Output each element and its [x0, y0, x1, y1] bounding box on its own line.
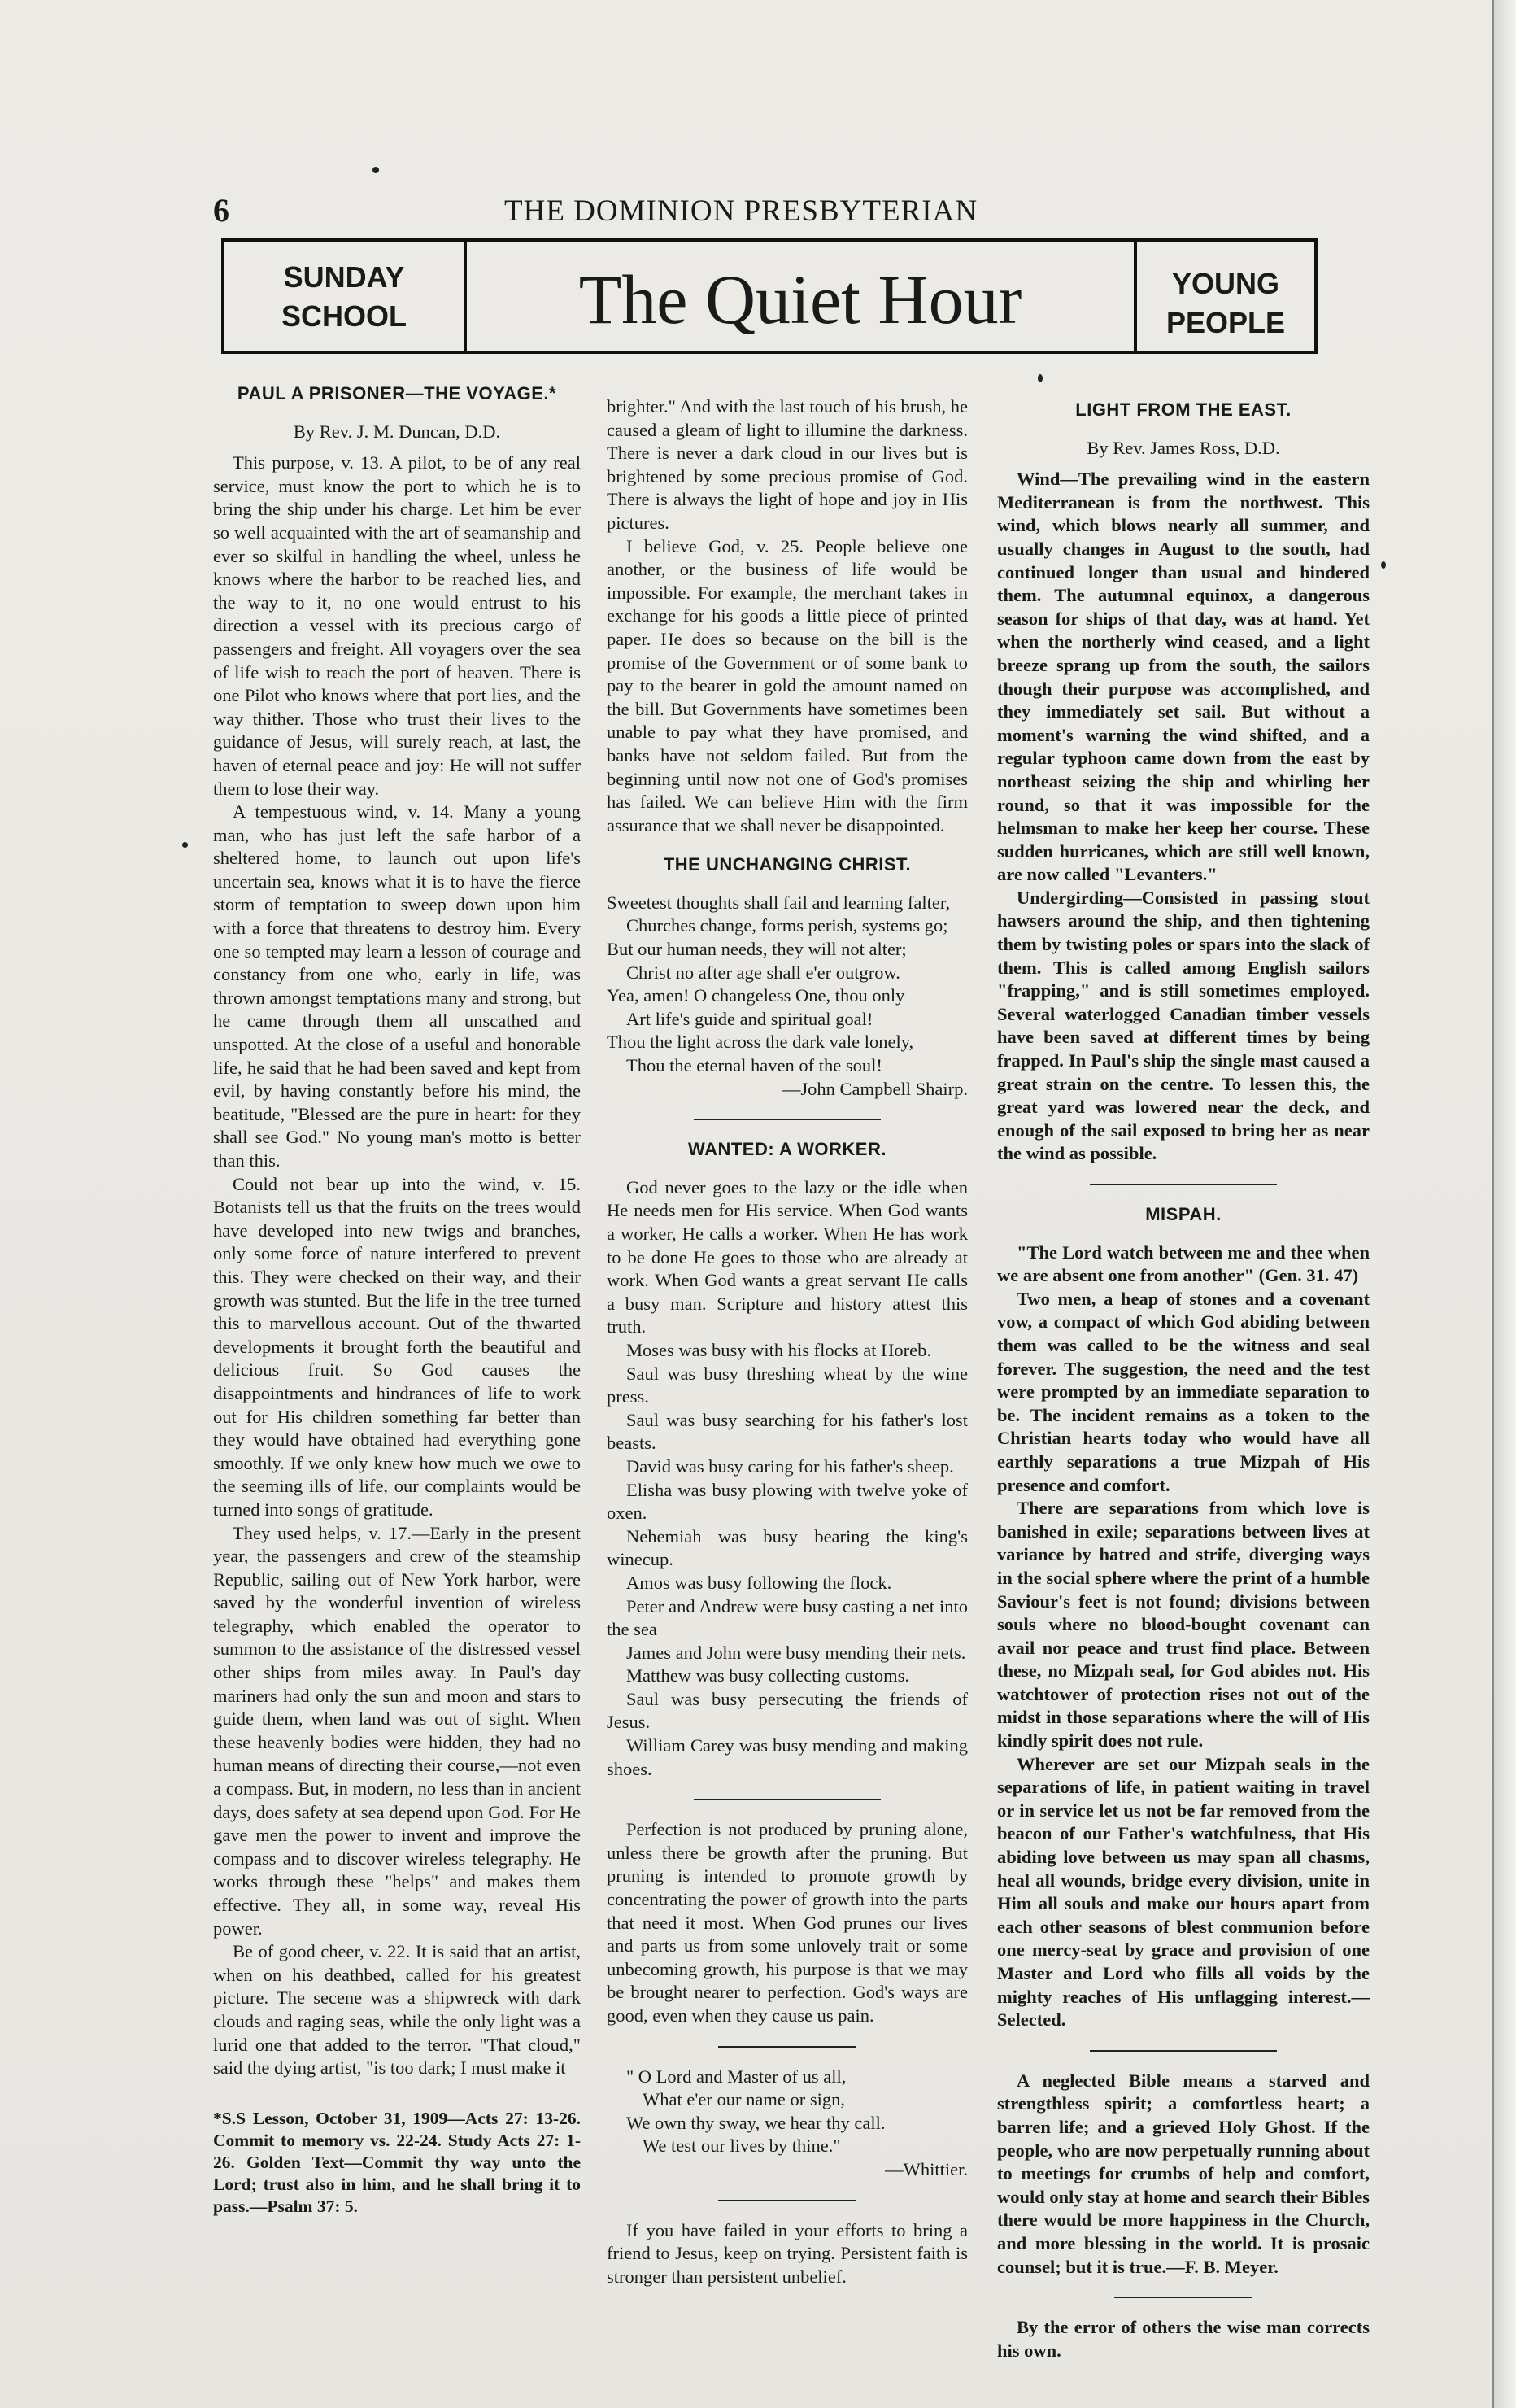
list-item: Amos was busy following the flock. — [626, 1572, 892, 1593]
poem-line: Yea, amen! O changeless One, thou only — [607, 985, 905, 1006]
divider — [694, 1799, 881, 1800]
banner-title: The Quiet Hour — [578, 260, 1022, 338]
poem-line: Thou the light across the dark vale lonely, — [607, 1032, 914, 1053]
paragraph: This purpose, v. 13. A pilot, to be of any real service, must know the port to which he is to bring the ship under his charge. Let him be ever so well acquainted with the art of seamanship and ever so skilful in handling the wheel, unless he knows where the harbor to be reached lies, and the way to it, no one would entrust to his direction a vessel with its precious cargo of passengers and freight. All voyagers over the sea of life wish to reach the port of heaven. There is one Pilot who knows where that port lies, and the way thither. Those who trust their lives to the guidance of Jesus, will surely reach, at last, the haven of eternal peace and joy: He will not suffer them to lose their way. — [213, 452, 581, 799]
paragraph: They used helps, v. 17.—Early in the present year, the passengers and crew of the steamship Republic, sailing out of New York harbor, were saved by the wonderful invention of wireless telegraphy, which enabled the operator to summon to the assistance of the distressed vessel other ships from miles away. In Paul's day mariners had only the sun and moon and stars to guide them, when land was out of sight. When these heavenly bodies were hidden, they had no human means of directing their course,—not even a compass. But, in modern, no less than in ancient days, does safety at sea depend upon God. For He gave men the power to invent and improve the compass and to discover wireless telegraphy. He works through these "helps" and makes them effective. They all, in some way, reveal His power. — [213, 1522, 581, 1939]
article-byline: By Rev. James Ross, D.D. — [1087, 437, 1280, 458]
paragraph: Wind—The prevailing wind in the eastern Mediterranean is from the northwest. This wind, which blows nearly all summer, and usually changes in August to the south, had continued longer than usual and hindered them. The autumnal equinox, a dangerous season for ships of that day, was at hand. Yet when the northerly wind ceased, and a light breeze sprang up from the south, the sailors though their purpose was accomplished, and they immediately set sail. But without a moment's warning the wind shifted, and a regular typhoon came down from the east by northeast seizing the ship and whirling her round, so that it was impossible for the helmsman to make her keep her course. These sudden hurricanes, which are still well known, are now called "Levanters." — [997, 469, 1370, 885]
poem-line: What e'er our name or sign, — [643, 2089, 845, 2110]
article-heading: MISPAH. — [1145, 1204, 1222, 1224]
paragraph: Wherever are set our Mizpah seals in the separations of life, in patient waiting in travel or in service let us not be far removed from the beacon of our Father's watchfulness, that His abiding love between us may span all chasms, heal all wounds, bridge every division, unite in Him all souls and make our hours apart from each other seasons of blest communion before one mercy-seat by grace and provision of one Master and Lord who fills all voids by the mighty reaches of His unflagging interest.—Selected. — [997, 1753, 1370, 2031]
page-number: 6 — [213, 192, 229, 229]
paragraph: Could not bear up into the wind, v. 15. Botanists tell us that the fruits on the trees would have developed into new twigs and branches, only some force of nature interfered to prevent this. They were checked on their way, and their growth was stunted. But the life in the tree turned this to marvellous account. Out of the thwarted developments it brought forth the beautiful and delicious fruit. So God causes the disappointments and hindrances of life to work out for His children something far better than they would have obtained had everything gone smoothly. If we only knew how much we owe to the seeming ills of life, our complaints would be turned into songs of gratitude. — [213, 1173, 581, 1520]
poem-line: " O Lord and Master of us all, — [626, 2066, 847, 2087]
ink-speck — [1381, 561, 1386, 569]
poem-line: We own thy sway, we hear thy call. — [626, 2112, 886, 2133]
poem-unchanging-christ — [607, 892, 968, 1101]
paragraph: By the error of others the wise man corrects his own. — [997, 2317, 1370, 2361]
column-3 — [997, 399, 1370, 2362]
poem-attribution: —Whittier. — [885, 2158, 968, 2179]
poem-attribution: —John Campbell Shairp. — [782, 1078, 968, 1099]
running-head: THE DOMINION PRESBYTERIAN — [504, 194, 978, 228]
paragraph: If you have failed in your efforts to bring a friend to Jesus, keep on trying. Persistent faith is stronger than persistent unbelief. — [607, 2219, 968, 2287]
poem-heading: THE UNCHANGING CHRIST. — [663, 854, 912, 875]
ink-speck — [372, 167, 379, 173]
poem-line: Churches change, forms perish, systems go; — [626, 915, 948, 936]
banner-right-line-2: PEOPLE — [1165, 306, 1286, 339]
article-heading: LIGHT FROM THE EAST. — [1075, 399, 1292, 420]
poem-line: We test our lives by thine." — [643, 2135, 841, 2157]
paragraph: A neglected Bible means a starved and strengthless spirit; a comfortless heart; a barren life; and a grieved Holy Ghost. If the people, who are now perpetually running about to meetings for crumbs of help and comfort, would only stay at home and search their Bibles there would be more happiness in the Church, and more blessing in the world. It is prosaic counsel; but it is true.—F. B. Meyer. — [997, 2070, 1370, 2277]
paragraph: Two men, a heap of stones and a covenant vow, a compact of which God abiding between them was called to be the witness and seal forever. The suggestion, the need and the test were prompted by an immediate separation to be. The incident remains as a token to the Christian hearts today who would have all earthly separations a true Mizpah of His presence and comfort. — [997, 1288, 1370, 1495]
banner-left-line-1: SUNDAY — [283, 260, 405, 294]
ink-speck — [1038, 374, 1043, 382]
divider — [1090, 1184, 1277, 1185]
list-item: Saul was busy searching for his father's lost beasts. — [607, 1409, 968, 1454]
banner-right-line-1: YOUNG — [1171, 267, 1279, 300]
list-item: Matthew was busy collecting customs. — [626, 1665, 910, 1686]
section-banner — [221, 238, 1318, 354]
divider — [718, 2200, 856, 2201]
list-item: Saul was busy threshing wheat by the wine press. — [607, 1363, 968, 1407]
poem-line: Christ no after age shall e'er outgrow. — [626, 962, 900, 983]
column-2 — [607, 395, 968, 2288]
poem-line: Thou the eternal haven of the soul! — [626, 1055, 882, 1076]
list-item: Moses was busy with his flocks at Horeb. — [626, 1339, 931, 1360]
poem-line: But our human needs, they will not alter; — [607, 939, 907, 960]
list-item: Nehemiah was busy bearing the king's winecup. — [607, 1525, 968, 1570]
divider — [718, 2046, 856, 2048]
paragraph: A tempestuous wind, v. 14. Many a young man, who has just left the safe harbor of a sheltered home, to launch out upon life's uncertain sea, knows what it is to have the fierce storm of temptation to sweep down upon him with a force that threatens to destroy him. Every one so tempted may learn a lesson of courage and constancy from one who, early in life, was thrown amongst temptations many and strong, but he came through them all unscathed and unspotted. At the close of a useful and honorable life, he said that he had been saved and kept from evil, by having constantly before his mind, the beatitude, "Blessed are the pure in heart: for they shall see God." No young man's motto is better than this. — [213, 801, 581, 1171]
banner-right-box — [1134, 242, 1314, 351]
divider — [1114, 2297, 1252, 2298]
banner-left-line-2: SCHOOL — [281, 299, 407, 333]
banner-left-box — [224, 242, 467, 351]
page-edge — [1492, 0, 1516, 2408]
lesson-footnote — [213, 2108, 581, 2218]
poem-whittier — [607, 2066, 968, 2182]
list-item: William Carey was busy mending and making shoes. — [607, 1735, 968, 1779]
list-item: Peter and Andrew were busy casting a net into the sea — [607, 1595, 968, 1640]
paragraph: God never goes to the lazy or the idle when He needs men for His service. When God wants a worker, He calls a worker. When He has work to be done He goes to those who are already at work. When God wants a great servant He calls a busy man. Scripture and history attest this truth. — [607, 1176, 968, 1337]
paragraph: "The Lord watch between me and thee when we are absent one from another" (Gen. 31. 47) — [997, 1241, 1370, 1286]
article-heading: PAUL A PRISONER—THE VOYAGE.* — [237, 383, 557, 404]
list-item: James and John were busy mending their nets. — [626, 1642, 966, 1663]
poem-line: Sweetest thoughts shall fail and learning falter, — [607, 892, 951, 913]
ink-speck — [182, 842, 188, 848]
paragraph: Undergirding—Consisted in passing stout hawsers around the ship, and then tightening them by twisting poles or spars into the slack of them. This is called among English sailors "frapping," and is still sometimes employed. Several waterlogged Canadian timber vessels have been saved at different times by being frapped. In Paul's ship the single mast caused a great strain on the centre. To lessen this, the great yard was lowered near the deck, and enough of the sail exposed to bring her as near the wind as possible. — [997, 887, 1370, 1164]
list-item: David was busy caring for his father's sheep. — [626, 1455, 954, 1477]
paragraph: There are separations from which love is banished in exile; separations between lives at variance by hatred and strife, diverging ways in the social sphere where the print of a humble Saviour's feet is not found; divisions between souls where no blood-bought covenant can avail nor peace and trust find place. Between these, no Mizpah seal, for God abides not. His watchtower of protection rises not out of the midst in those separations where the will of His kindly spirit does not rule. — [997, 1498, 1370, 1751]
paragraph: Be of good cheer, v. 22. It is said that an artist, when on his deathbed, called for his greatest picture. The secene was a shipwreck with dark clouds and raging seas, while the only light was a lurid one that added to the terror. "That cloud," said the dying artist, "is too dark; I must make it — [213, 1941, 581, 2079]
poem-line: Art life's guide and spiritual goal! — [626, 1008, 873, 1029]
divider — [1090, 2050, 1277, 2052]
article-heading: WANTED: A WORKER. — [688, 1139, 887, 1160]
footnote-text: *S.S Lesson, October 31, 1909—Acts 27: 13-26. Commit to memory vs. 22-24. Study Acts 27: 1-26. Golden Text—Commit thy way unto the Lord; trust also in him, and he shall bring it to pass.—Psalm 37: 5. — [213, 2108, 581, 2216]
column-1 — [213, 382, 581, 2218]
paragraph: I believe God, v. 25. People believe one another, or the business of life would be impossible. For example, the merchant takes in exchange for his goods a little piece of printed paper. He does so because on the bill is the promise of the Government or of some bank to pay to the bearer in gold the amount named on the bill. But Governments have sometimes been unable to pay what they have promised, and banks have not seldom failed. But from the beginning until now not one of God's promises has failed. We can believe Him with the firm assurance that we shall never be disappointed. — [607, 535, 968, 835]
article-byline: By Rev. J. M. Duncan, D.D. — [293, 421, 501, 442]
paragraph: Perfection is not produced by pruning alone, unless there be growth after the pruning. But pruning is intended to promote growth by concentrating the power of growth into the parts that need it most. When God prunes our lives and parts us from some unlovely trait or some unbecoming growth, his purpose is that we may be brought nearer to perfection. God's ways are good, even when they cause us pain. — [607, 1819, 968, 2026]
list-item: Saul was busy persecuting the friends of Jesus. — [607, 1688, 968, 1733]
paragraph-continued: brighter." And with the last touch of his brush, he caused a gleam of light to illumine the darkness. There is never a dark cloud in our lives but is brightened by some precious promise of God. There is always the light of hope and joy in His pictures. — [607, 396, 968, 533]
divider — [694, 1119, 881, 1120]
list-item: Elisha was busy plowing with twelve yoke of oxen. — [607, 1479, 968, 1524]
